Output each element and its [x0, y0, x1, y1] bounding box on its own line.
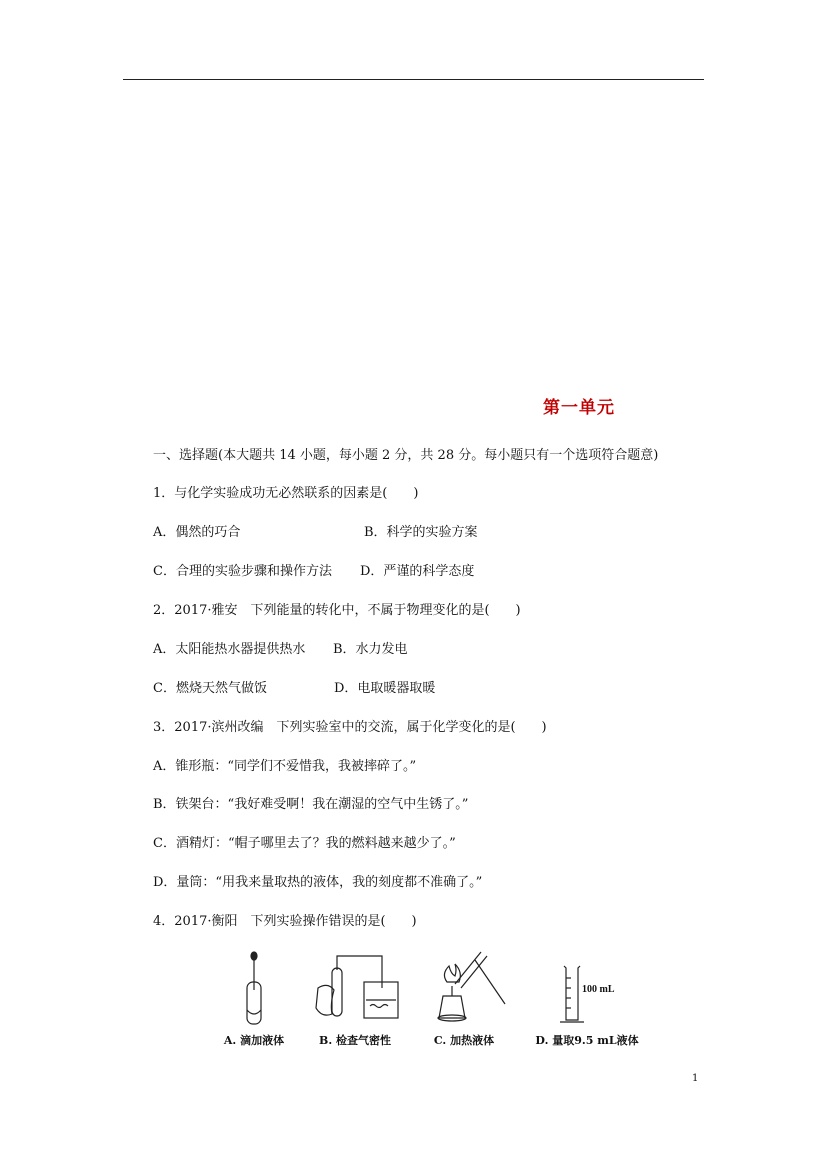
- figure-c: [399, 948, 529, 1048]
- question-3-option-a: A．锥形瓶：“同学们不爱惜我，我被摔碎了。”: [153, 759, 417, 774]
- graduated-cylinder-icon: [522, 948, 652, 1032]
- question-2-stem: 2．2017·雅安 下列能量的转化中，不属于物理变化的是( ): [153, 603, 521, 618]
- header-rule: [123, 79, 704, 80]
- figure-a-caption: A. 滴加液体: [223, 1034, 285, 1047]
- question-3-option-c: C．酒精灯：“帽子哪里去了？我的燃料越来越少了。”: [153, 836, 456, 851]
- page-number: 1: [692, 1073, 699, 1084]
- question-2-option-c: C．燃烧天然气做饭: [153, 681, 267, 696]
- question-3-option-d: D．量筒：“用我来量取热的液体，我的刻度都不准确了。”: [153, 875, 483, 890]
- question-2-option-a: A．太阳能热水器提供热水: [153, 642, 306, 657]
- question-1-option-d: D．严谨的科学态度: [360, 564, 475, 579]
- cylinder-label: 100 mL: [582, 984, 615, 995]
- question-2-option-d: D．电取暖器取暖: [334, 681, 436, 696]
- figure-d-caption: D. 量取9.5 mL液体: [535, 1034, 639, 1047]
- figure-b-caption: B. 检查气密性: [319, 1034, 391, 1047]
- question-1-option-a: A．偶然的巧合: [153, 525, 241, 540]
- question-2-option-b: B．水力发电: [333, 642, 408, 657]
- question-4-stem: 4．2017·衡阳 下列实验操作错误的是( ): [153, 914, 417, 929]
- figure-c-caption: C. 加热液体: [433, 1034, 495, 1047]
- figure-d: [522, 948, 652, 1048]
- question-3-stem: 3．2017·滨州改编 下列实验室中的交流，属于化学变化的是( ): [153, 720, 547, 735]
- question-3-option-b: B．铁架台：“我好难受啊！我在潮湿的空气中生锈了。”: [153, 797, 469, 812]
- section-heading: 一、选择题(本大题共 14 小题，每小题 2 分，共 28 分。每小题只有一个选项符合题意): [153, 448, 659, 463]
- unit-title: 第一单元: [543, 398, 615, 418]
- question-1-stem: 1．与化学实验成功无必然联系的因素是( ): [153, 486, 419, 501]
- question-1-option-c: C．合理的实验步骤和操作方法: [153, 564, 332, 579]
- heating-liquid-icon: [399, 948, 529, 1032]
- question-1-option-b: B．科学的实验方案: [364, 525, 478, 540]
